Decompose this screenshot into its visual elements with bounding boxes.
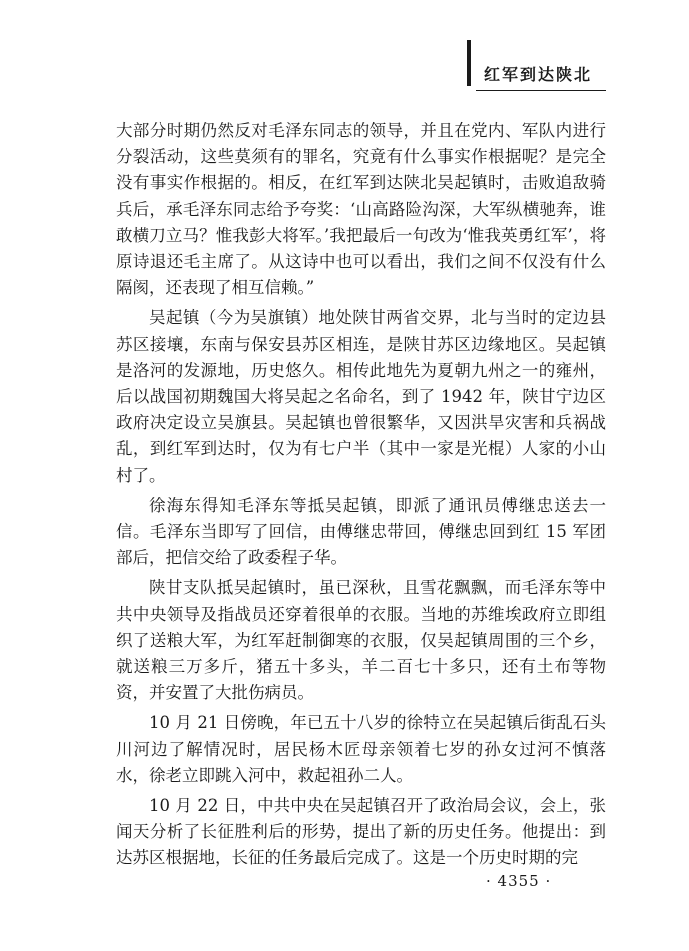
running-header-title: 红军到达陕北 <box>484 65 593 84</box>
header-vertical-bar <box>467 40 471 86</box>
paragraph-continued: 大部分时期仍然反对毛泽东同志的领导，并且在党内、军队内进行分裂活动，这些莫须有的罪名，究竟有什么事实作根据呢？是完全没有事实作根据的。相反，在红军到达陕北吴起镇时，击败追敌骑兵后，承毛泽东同志给予夸奖：‘山高路险沟深，大军纵横驰奔，谁敢横刀立马？惟我彭大将军。’我把最后一句改为‘惟我英勇红军’，将原诗退还毛主席了。从这诗中也可以看出，我们之间不仅没有什么隔阂，还表现了相互信赖。” <box>116 121 606 298</box>
paragraph-xu-teli-rescue: 10 月 21 日傍晚，年已五十八岁的徐特立在吴起镇后街乱石头川河边了解情况时，居民杨木匠母亲领着七岁的孙女过河不慎落水，徐老立即跳入河中，救起祖孙二人。 <box>116 713 606 785</box>
body-text <box>116 118 606 876</box>
paragraph-wuqi-town: 吴起镇（今为吴旗镇）地处陕甘两省交界，北与当时的定边县苏区接壤，东南与保安县苏区相连，是陕甘苏区边缘地区。吴起镇是洛河的发源地，历史悠久。相传此地先为夏朝九州之一的雍州，后以战国初期魏国大将吴起之名命名，到了 1942 年，陕甘宁边区政府决定设立吴旗县。吴起镇也曾很繁华，又因洪旱灾害和兵祸战乱，到红军到达时，仅为有七户半（其中一家是光棍）人家的小山村了。 <box>116 308 606 485</box>
paragraph-supplies: 陕甘支队抵吴起镇时，虽已深秋，且雪花飘飘，而毛泽东等中共中央领导及指战员还穿着很单的衣服。当地的苏维埃政府立即组织了送粮大军，为红军赶制御寒的衣服，仅吴起镇周围的三个乡，就送粮三万多斤，猪五十多头，羊二百七十多只，还有土布等物资，并安置了大批伤病员。 <box>116 578 606 703</box>
paragraph-xu-haidong-letter: 徐海东得知毛泽东等抵吴起镇，即派了通讯员傅继忠送去一信。毛泽东当即写了回信，由傅继忠带回，傅继忠回到红 15 军团部后，把信交给了政委程子华。 <box>116 495 606 568</box>
paragraph-politburo-meeting: 10 月 22 日，中共中央在吴起镇召开了政治局会议，会上，张闻天分析了长征胜利后的形势，提出了新的历史任务。他提出：到达苏区根据地，长征的任务最后完成了。这是一个历史时期的完 <box>116 796 606 868</box>
page-number: · 4355 · <box>486 872 552 890</box>
header-rule <box>476 90 606 91</box>
